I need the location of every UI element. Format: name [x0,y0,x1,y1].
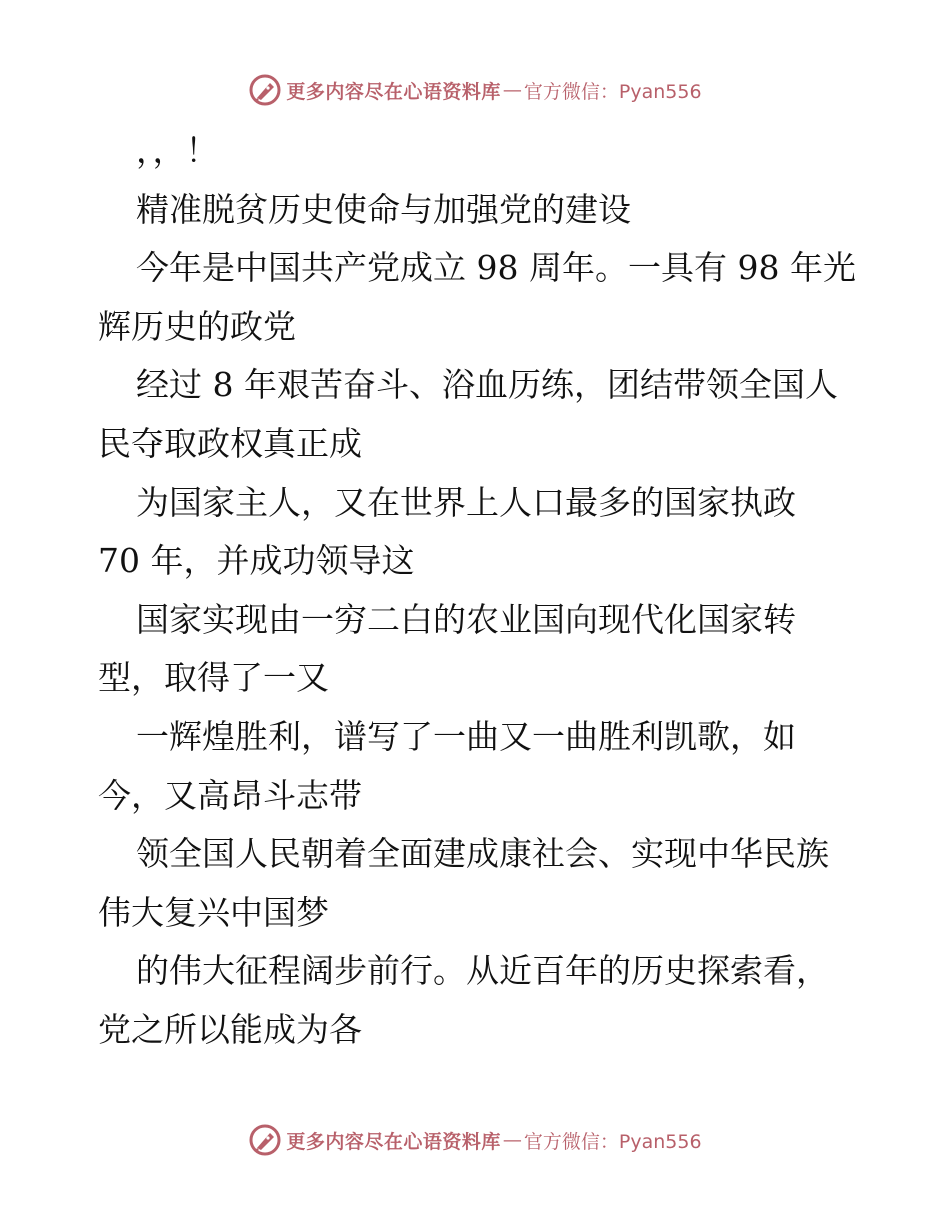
text-line: 领全国人民朝着全面建成康社会、实现中华民族 [136,834,829,874]
text-line: 今，又高昂斗志带 [98,775,362,815]
banner-wechat: 官方微信：Pyan556 [523,1130,702,1153]
pen-nib-logo-icon [248,1123,282,1157]
text-line: 伟大复兴中国梦 [98,892,329,932]
text-line: 今年是中国共产党成立 98 周年。一具有 98 年光 [136,248,856,288]
document-body [98,122,858,1060]
text-line: 型，取得了一又 [98,658,329,698]
text-line: 辉历史的政党 [98,306,296,346]
pen-nib-logo-icon [248,73,282,107]
banner-dash: — [502,79,522,101]
document-title: 精准脱贫历史使命与加强党的建设 [136,189,631,229]
banner-dash: — [502,1129,522,1151]
text-line: 的伟大征程阔步前行。从近百年的历史探索看， [136,951,829,991]
banner-wechat: 官方微信：Pyan556 [523,80,702,103]
text-line: 党之所以能成为各 [98,1009,362,1049]
text-line: 经过 8 年艰苦奋斗、浴血历练，团结带领全国人 [136,365,838,405]
text-line: 为国家主人，又在世界上人口最多的国家执政 [136,482,796,522]
text-line: ，，！ [136,131,219,170]
text-line: 70 年，并成功领导这 [98,541,415,581]
banner-title: 更多内容尽在心语资料库 [286,1130,501,1153]
header-banner [0,70,950,110]
text-line: 一辉煌胜利，谱写了一曲又一曲胜利凯歌，如 [136,716,796,756]
text-line: 民夺取政权真正成 [98,423,362,463]
footer-banner [0,1120,950,1160]
text-line: 国家实现由一穷二白的农业国向现代化国家转 [136,599,796,639]
banner-title: 更多内容尽在心语资料库 [286,80,501,103]
